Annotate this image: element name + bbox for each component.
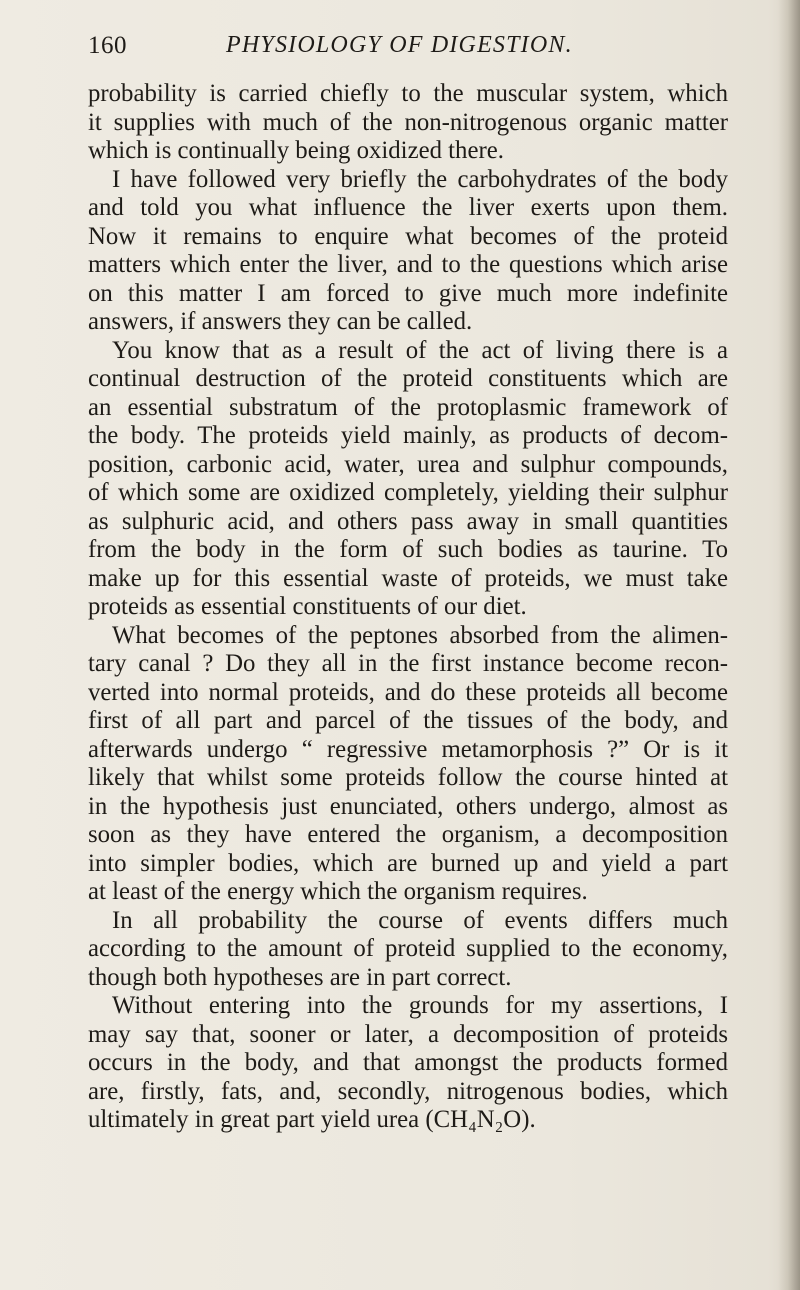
text-line: ultimately in great part yield urea (CH₄N₂O).: [88, 1106, 536, 1133]
text-line: on this matter I am forced to give much more indefinite: [88, 279, 728, 307]
text-line: You know that as a result of the act of living there is a: [112, 336, 728, 364]
text-line: afterwards undergo “ regressive metamorphosis ?” Or is it: [88, 735, 728, 763]
text-line: may say that, sooner or later, a decomposition of proteids: [88, 1020, 728, 1048]
running-head-title: PHYSIOLOGY OF DIGESTION.: [226, 32, 573, 58]
text-line: from the body in the form of such bodies as taurine. To: [88, 536, 728, 563]
text-line: an essential substratum of the protoplasmic framework of: [88, 393, 728, 421]
text-line: proteids as essential constituents of our diet.: [88, 593, 527, 620]
text-line: it supplies with much of the non-nitrogenous organic matter: [88, 108, 728, 136]
text-line: the body. The proteids yield mainly, as products of decom-: [88, 422, 728, 449]
text-line: tary canal ? Do they all in the first instance become recon-: [88, 650, 728, 677]
text-line: at least of the energy which the organism requires.: [88, 878, 588, 905]
text-line: first of all part and parcel of the tissues of the body, and: [88, 707, 728, 734]
page-number: 160: [88, 32, 127, 59]
text-line: according to the amount of proteid supplied to the economy,: [88, 935, 728, 962]
text-line: make up for this essential waste of proteids, we must take: [88, 564, 728, 592]
text-line: of which some are oxidized completely, yielding their sulphur: [88, 479, 728, 506]
body-text: [88, 80, 728, 1135]
text-line: and told you what influence the liver exerts upon them.: [88, 194, 728, 221]
text-line: Without entering into the grounds for my assertions, I: [112, 992, 728, 1019]
text-line: probability is carried chiefly to the muscular system, which: [88, 80, 728, 107]
page-edge-shadow: [778, 0, 800, 1290]
text-line: likely that whilst some proteids follow the course hinted at: [88, 764, 728, 791]
text-line: matters which enter the liver, and to the questions which arise: [88, 251, 728, 278]
text-line: which is continually being oxidized there.: [88, 137, 504, 164]
text-line: verted into normal proteids, and do these proteids all become: [88, 678, 728, 706]
text-line: in the hypothesis just enunciated, others undergo, almost as: [88, 792, 728, 820]
text-line: continual destruction of the proteid constituents which are: [88, 365, 728, 392]
text-line: In all probability the course of events differs much: [112, 906, 728, 934]
text-line: answers, if answers they can be called.: [88, 308, 473, 335]
text-line: Now it remains to enquire what becomes of the proteid: [88, 222, 728, 250]
text-line: as sulphuric acid, and others pass away in small quantities: [88, 507, 728, 535]
text-line: are, firstly, fats, and, secondly, nitrogenous bodies, which: [88, 1077, 728, 1105]
text-line: though both hypotheses are in part correct.: [88, 963, 512, 991]
text-line: What becomes of the peptones absorbed from the alimen-: [112, 621, 728, 649]
text-line: occurs in the body, and that amongst the products formed: [88, 1049, 728, 1076]
text-line: position, carbonic acid, water, urea and sulphur compounds,: [88, 450, 728, 478]
text-line: I have followed very briefly the carbohydrates of the body: [112, 165, 728, 193]
running-head: [88, 24, 728, 64]
text-line: into simpler bodies, which are burned up and yield a part: [88, 849, 728, 877]
text-line: soon as they have entered the organism, a decomposition: [88, 821, 728, 848]
